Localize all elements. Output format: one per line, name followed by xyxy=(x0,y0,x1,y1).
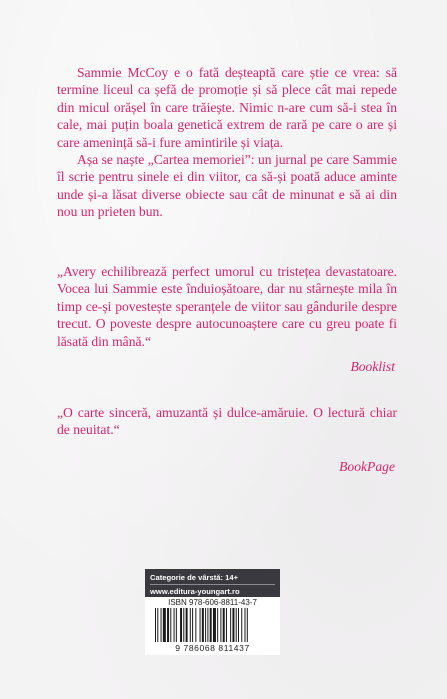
barcode-stripe xyxy=(176,608,177,642)
barcode-stripe xyxy=(155,608,156,642)
publisher-info-box xyxy=(145,569,280,600)
age-category: Categorie de vârstă: 14+ xyxy=(150,573,239,582)
barcode-stripe xyxy=(163,608,166,642)
barcode-stripe xyxy=(247,608,248,642)
barcode-stripe xyxy=(220,608,221,642)
barcode-stripe xyxy=(195,608,196,642)
info-divider xyxy=(150,584,275,585)
barcode-box xyxy=(145,597,280,655)
barcode-stripe xyxy=(190,608,191,642)
blurb-paragraph-2: Așa se naște „Cartea memoriei”: un jurnal pe care Sammie îl scrie pentru sinele ei din viitor, ca să-și poată aduce aminte unde și-a lăsat diverse obiecte sau cât de minunat e să ai din nou un prieten bun. xyxy=(57,152,397,220)
barcode-stripe xyxy=(167,608,169,642)
barcode-stripe xyxy=(217,608,218,642)
isbn-label: ISBN 978-606-8811-43-7 xyxy=(168,598,257,607)
barcode-stripe xyxy=(180,608,182,642)
barcode-stripe xyxy=(241,608,242,642)
barcode-stripe xyxy=(205,608,206,642)
review-quote-1 xyxy=(57,263,397,350)
barcode-stripe xyxy=(174,608,175,642)
barcode-stripe xyxy=(245,608,246,642)
review-quote-text: „O carte sinceră, amuzantă și dulce-amăruie. O lectură chiar de neuitat.“ xyxy=(57,405,397,438)
barcode-stripe xyxy=(232,608,234,642)
barcode-stripe xyxy=(202,608,204,642)
barcode-stripe xyxy=(238,608,239,642)
barcode-stripe xyxy=(210,608,212,642)
barcode-stripe xyxy=(192,608,193,642)
barcode-stripe xyxy=(236,608,237,642)
barcode-stripe xyxy=(157,608,158,642)
barcode-stripe xyxy=(170,608,171,642)
barcode-stripe xyxy=(207,608,208,642)
barcode-stripe xyxy=(183,608,184,642)
barcode-stripe xyxy=(226,608,227,642)
review-source-bookpage: BookPage xyxy=(339,459,395,474)
blurb-paragraph-1: Sammie McCoy e o fată deșteaptă care știe ce vrea: să termine liceul ca șefă de promoție și să plece cât mai repede din micul orășel în care trăiește. Nimic n-are cum să-i stea în cale, mai puțin boala genetică extrem de rară pe care o are și care amenință să-i fure amintirile și viața. xyxy=(57,65,397,150)
barcode-icon xyxy=(155,608,270,644)
barcode-stripe xyxy=(213,608,216,642)
barcode-stripe xyxy=(161,608,162,642)
barcode-stripe xyxy=(223,608,225,642)
publisher-website: www.editura-youngart.ro xyxy=(150,587,240,596)
review-source-booklist: Booklist xyxy=(350,359,395,374)
book-blurb xyxy=(57,64,397,221)
barcode-number: 9 786068 811437 xyxy=(175,643,250,653)
review-quote-text: „Avery echilibrează perfect umorul cu tristețea devastatoare. Vocea lui Sammie este înduioșătoare, dar nu stârnește mila în timp ce-și povestește speranțele de viitor sau gândurile despre trecut. O poveste despre autocunoaștere care cu greu poate fi lăsată din mână.“ xyxy=(57,264,397,349)
barcode-stripe xyxy=(186,608,188,642)
barcode-stripe xyxy=(230,608,231,642)
review-quote-2 xyxy=(57,404,397,439)
barcode-stripe xyxy=(200,608,201,642)
